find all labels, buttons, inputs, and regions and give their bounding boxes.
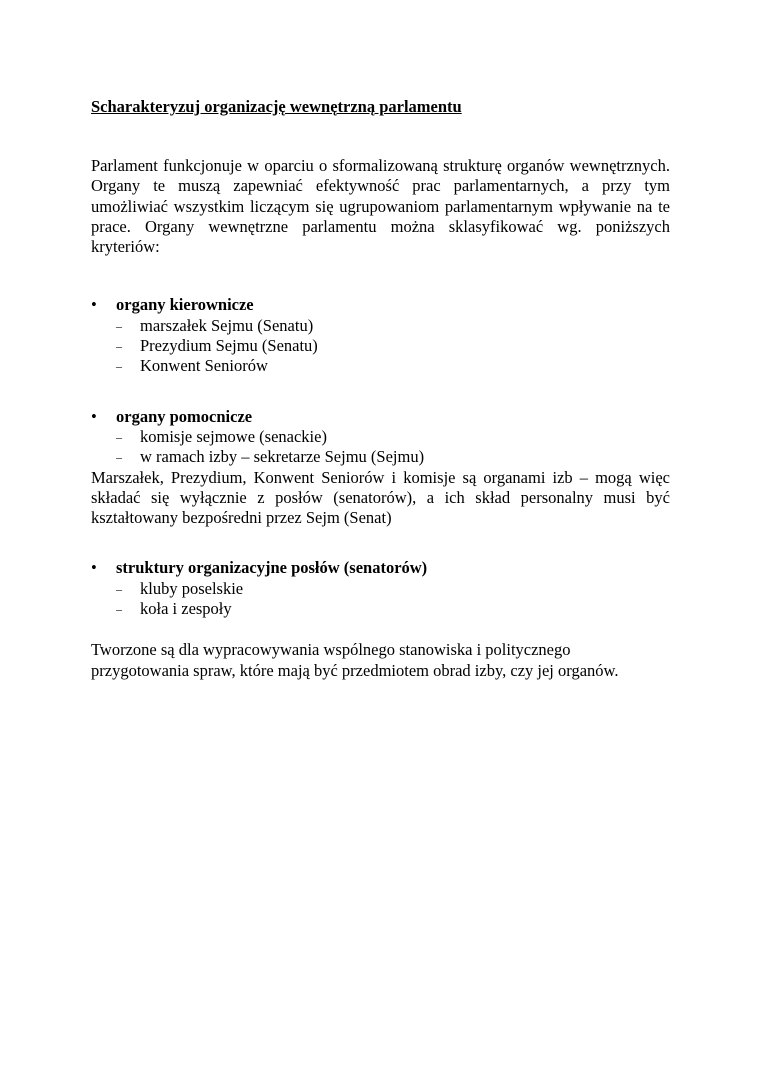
section-heading — [91, 295, 670, 315]
sub-list — [91, 316, 670, 377]
section-heading — [91, 407, 670, 427]
list-item-text: Prezydium Sejmu (Senatu) — [140, 336, 318, 356]
section-heading-text: organy kierownicze — [116, 295, 254, 315]
dash-icon: – — [116, 450, 122, 465]
sub-list — [91, 427, 670, 468]
closing-paragraph-line: przygotowania spraw, które mają być przedmiotem obrad izby, czy jej organów. — [91, 660, 619, 680]
document-title: Scharakteryzuj organizację wewnętrzną parlamentu — [91, 97, 462, 116]
dash-icon: – — [116, 359, 122, 374]
section-organy-kierownicze — [91, 295, 670, 376]
list-item-text: koła i zespoły — [140, 599, 232, 619]
list-item — [91, 336, 670, 356]
section-organy-pomocnicze — [91, 407, 670, 529]
bullet-icon: • — [91, 406, 97, 426]
middle-paragraph: Marszałek, Prezydium, Konwent Seniorów i komisje są organami izb – mogą więc składać się wyłącznie z posłów (senatorów), a ich skład personalny musi być kształtowany bezpośredni przez Sejm (Senat) — [91, 467, 670, 528]
section-heading-text: organy pomocnicze — [116, 406, 253, 426]
list-item — [91, 356, 670, 376]
list-item — [91, 447, 670, 467]
bullet-icon: • — [91, 558, 97, 578]
sub-list — [91, 579, 670, 620]
dash-icon: – — [116, 429, 122, 444]
closing-paragraph — [91, 640, 670, 681]
dash-icon: – — [116, 602, 122, 617]
list-item-text: w ramach izby – sekretarze Sejmu (Sejmu) — [140, 447, 425, 467]
list-item-text: kluby poselskie — [140, 578, 244, 598]
section-heading-text: struktury organizacyjne posłów (senatorów) — [116, 558, 428, 578]
list-item-text: komisje sejmowe (senackie) — [140, 426, 327, 446]
intro-paragraph: Parlament funkcjonuje w oparciu o sformalizowaną strukturę organów wewnętrznych. Organy te muszą zapewniać efektywność prac parlamentarnych, a przy tym umożliwiać wszystkim liczącym się ugrupowaniom parlamentarnym wpływanie na te prace. Organy wewnętrzne parlamentu można sklasyfikować wg. poniższych kryteriów: — [91, 156, 670, 257]
dash-icon: – — [116, 581, 122, 596]
document-content — [91, 97, 670, 681]
list-item — [91, 579, 670, 599]
dash-icon: – — [116, 318, 122, 333]
dash-icon: – — [116, 339, 122, 354]
list-item-text: Konwent Seniorów — [140, 356, 268, 376]
list-item-text: marszałek Sejmu (Senatu) — [140, 315, 314, 335]
list-item — [91, 599, 670, 619]
list-item — [91, 316, 670, 336]
bullet-icon: • — [91, 295, 97, 315]
section-heading — [91, 558, 670, 578]
closing-paragraph-line: Tworzone są dla wypracowywania wspólnego stanowiska i politycznego — [91, 640, 571, 660]
list-item — [91, 427, 670, 447]
section-struktury-organizacyjne — [91, 558, 670, 619]
